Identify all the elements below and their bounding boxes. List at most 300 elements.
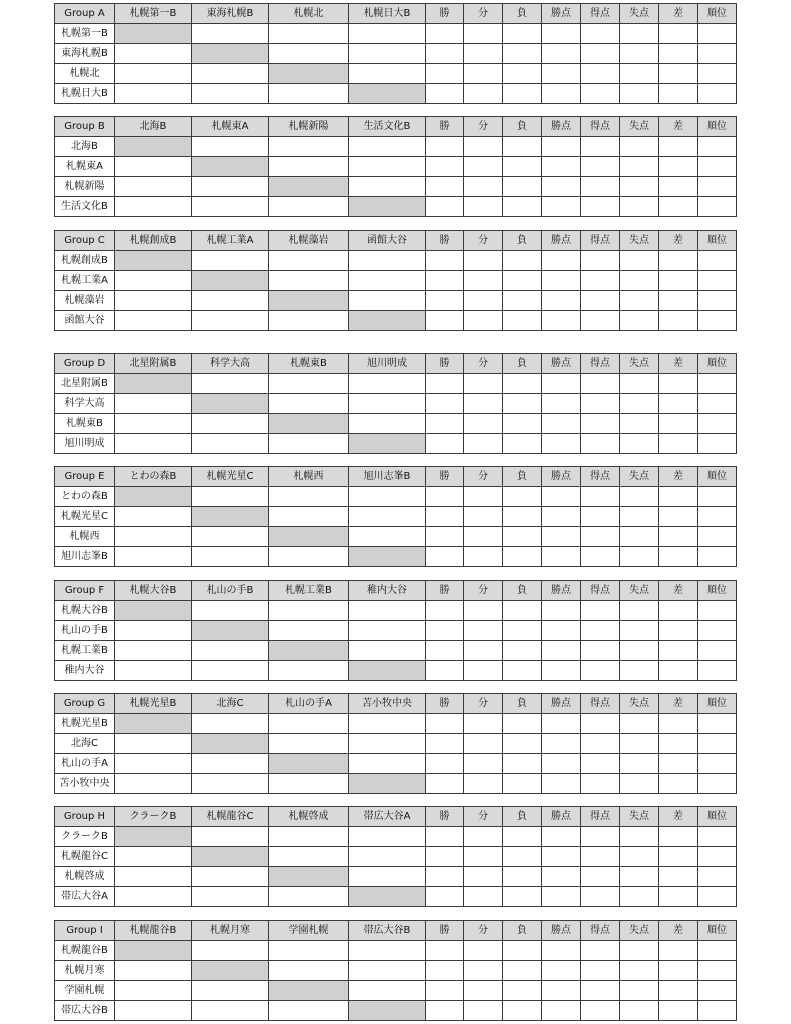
match-result-cell[interactable] [349, 251, 426, 271]
stat-cell[interactable] [503, 941, 542, 961]
stat-cell[interactable] [620, 434, 659, 454]
stat-cell[interactable] [503, 271, 542, 291]
stat-cell[interactable] [464, 197, 503, 217]
match-result-cell[interactable] [269, 661, 349, 681]
stat-cell[interactable] [464, 941, 503, 961]
stat-cell[interactable] [503, 414, 542, 434]
match-result-cell[interactable] [349, 734, 426, 754]
stat-cell[interactable] [426, 434, 464, 454]
match-result-cell[interactable] [115, 774, 192, 794]
stat-cell[interactable] [620, 487, 659, 507]
stat-cell[interactable] [698, 847, 737, 867]
stat-cell[interactable] [698, 601, 737, 621]
stat-cell[interactable] [659, 867, 698, 887]
match-result-cell[interactable] [269, 251, 349, 271]
stat-cell[interactable] [659, 1001, 698, 1021]
stat-cell[interactable] [659, 137, 698, 157]
stat-cell[interactable] [464, 507, 503, 527]
match-result-cell[interactable] [192, 641, 269, 661]
stat-cell[interactable] [503, 44, 542, 64]
stat-cell[interactable] [503, 311, 542, 331]
match-result-cell[interactable] [192, 434, 269, 454]
stat-cell[interactable] [542, 44, 581, 64]
stat-cell[interactable] [698, 621, 737, 641]
match-result-cell[interactable] [115, 547, 192, 567]
stat-cell[interactable] [698, 84, 737, 104]
stat-cell[interactable] [464, 64, 503, 84]
stat-cell[interactable] [426, 774, 464, 794]
match-result-cell[interactable] [192, 487, 269, 507]
stat-cell[interactable] [659, 661, 698, 681]
stat-cell[interactable] [659, 527, 698, 547]
match-result-cell[interactable] [192, 661, 269, 681]
stat-cell[interactable] [542, 374, 581, 394]
match-result-cell[interactable] [269, 84, 349, 104]
stat-cell[interactable] [620, 641, 659, 661]
stat-cell[interactable] [426, 547, 464, 567]
stat-cell[interactable] [503, 507, 542, 527]
match-result-cell[interactable] [192, 24, 269, 44]
stat-cell[interactable] [542, 1001, 581, 1021]
stat-cell[interactable] [503, 251, 542, 271]
stat-cell[interactable] [620, 24, 659, 44]
stat-cell[interactable] [542, 64, 581, 84]
match-result-cell[interactable] [115, 847, 192, 867]
stat-cell[interactable] [503, 157, 542, 177]
stat-cell[interactable] [659, 887, 698, 907]
match-result-cell[interactable] [115, 621, 192, 641]
stat-cell[interactable] [426, 414, 464, 434]
stat-cell[interactable] [698, 754, 737, 774]
stat-cell[interactable] [698, 44, 737, 64]
stat-cell[interactable] [464, 621, 503, 641]
stat-cell[interactable] [464, 44, 503, 64]
match-result-cell[interactable] [115, 641, 192, 661]
stat-cell[interactable] [620, 374, 659, 394]
stat-cell[interactable] [426, 661, 464, 681]
stat-cell[interactable] [698, 64, 737, 84]
match-result-cell[interactable] [269, 887, 349, 907]
stat-cell[interactable] [503, 641, 542, 661]
match-result-cell[interactable] [269, 311, 349, 331]
stat-cell[interactable] [426, 507, 464, 527]
match-result-cell[interactable] [192, 601, 269, 621]
stat-cell[interactable] [698, 774, 737, 794]
match-result-cell[interactable] [192, 414, 269, 434]
match-result-cell[interactable] [192, 867, 269, 887]
stat-cell[interactable] [542, 137, 581, 157]
stat-cell[interactable] [542, 197, 581, 217]
match-result-cell[interactable] [349, 527, 426, 547]
stat-cell[interactable] [426, 137, 464, 157]
stat-cell[interactable] [426, 44, 464, 64]
stat-cell[interactable] [581, 734, 620, 754]
stat-cell[interactable] [659, 271, 698, 291]
match-result-cell[interactable] [192, 1001, 269, 1021]
stat-cell[interactable] [659, 394, 698, 414]
stat-cell[interactable] [659, 251, 698, 271]
stat-cell[interactable] [542, 507, 581, 527]
stat-cell[interactable] [620, 197, 659, 217]
match-result-cell[interactable] [192, 64, 269, 84]
match-result-cell[interactable] [115, 661, 192, 681]
match-result-cell[interactable] [349, 754, 426, 774]
stat-cell[interactable] [426, 374, 464, 394]
stat-cell[interactable] [698, 714, 737, 734]
stat-cell[interactable] [503, 84, 542, 104]
stat-cell[interactable] [620, 414, 659, 434]
stat-cell[interactable] [659, 827, 698, 847]
stat-cell[interactable] [464, 981, 503, 1001]
stat-cell[interactable] [620, 64, 659, 84]
stat-cell[interactable] [503, 601, 542, 621]
match-result-cell[interactable] [115, 271, 192, 291]
stat-cell[interactable] [426, 734, 464, 754]
stat-cell[interactable] [542, 867, 581, 887]
stat-cell[interactable] [542, 487, 581, 507]
stat-cell[interactable] [503, 64, 542, 84]
stat-cell[interactable] [698, 827, 737, 847]
stat-cell[interactable] [620, 547, 659, 567]
stat-cell[interactable] [426, 157, 464, 177]
stat-cell[interactable] [620, 291, 659, 311]
stat-cell[interactable] [464, 434, 503, 454]
stat-cell[interactable] [620, 157, 659, 177]
stat-cell[interactable] [542, 601, 581, 621]
stat-cell[interactable] [503, 981, 542, 1001]
match-result-cell[interactable] [115, 507, 192, 527]
match-result-cell[interactable] [269, 734, 349, 754]
stat-cell[interactable] [503, 527, 542, 547]
stat-cell[interactable] [426, 714, 464, 734]
stat-cell[interactable] [659, 487, 698, 507]
stat-cell[interactable] [581, 84, 620, 104]
stat-cell[interactable] [659, 714, 698, 734]
match-result-cell[interactable] [192, 291, 269, 311]
stat-cell[interactable] [698, 251, 737, 271]
match-result-cell[interactable] [192, 827, 269, 847]
stat-cell[interactable] [620, 601, 659, 621]
match-result-cell[interactable] [349, 487, 426, 507]
stat-cell[interactable] [426, 527, 464, 547]
stat-cell[interactable] [542, 754, 581, 774]
stat-cell[interactable] [542, 251, 581, 271]
stat-cell[interactable] [426, 887, 464, 907]
match-result-cell[interactable] [269, 507, 349, 527]
stat-cell[interactable] [542, 311, 581, 331]
stat-cell[interactable] [503, 374, 542, 394]
stat-cell[interactable] [698, 394, 737, 414]
stat-cell[interactable] [659, 177, 698, 197]
match-result-cell[interactable] [115, 734, 192, 754]
stat-cell[interactable] [698, 867, 737, 887]
stat-cell[interactable] [581, 547, 620, 567]
stat-cell[interactable] [620, 867, 659, 887]
match-result-cell[interactable] [349, 507, 426, 527]
match-result-cell[interactable] [192, 527, 269, 547]
stat-cell[interactable] [503, 847, 542, 867]
stat-cell[interactable] [464, 487, 503, 507]
stat-cell[interactable] [659, 547, 698, 567]
match-result-cell[interactable] [192, 197, 269, 217]
stat-cell[interactable] [464, 547, 503, 567]
stat-cell[interactable] [542, 527, 581, 547]
stat-cell[interactable] [426, 291, 464, 311]
stat-cell[interactable] [581, 24, 620, 44]
match-result-cell[interactable] [115, 981, 192, 1001]
stat-cell[interactable] [503, 887, 542, 907]
stat-cell[interactable] [464, 311, 503, 331]
stat-cell[interactable] [503, 734, 542, 754]
stat-cell[interactable] [659, 84, 698, 104]
stat-cell[interactable] [426, 197, 464, 217]
stat-cell[interactable] [581, 64, 620, 84]
stat-cell[interactable] [620, 621, 659, 641]
stat-cell[interactable] [503, 661, 542, 681]
stat-cell[interactable] [581, 374, 620, 394]
stat-cell[interactable] [542, 714, 581, 734]
match-result-cell[interactable] [349, 847, 426, 867]
stat-cell[interactable] [620, 887, 659, 907]
stat-cell[interactable] [464, 394, 503, 414]
stat-cell[interactable] [464, 847, 503, 867]
stat-cell[interactable] [581, 981, 620, 1001]
stat-cell[interactable] [503, 394, 542, 414]
stat-cell[interactable] [659, 374, 698, 394]
match-result-cell[interactable] [269, 271, 349, 291]
stat-cell[interactable] [464, 641, 503, 661]
stat-cell[interactable] [659, 24, 698, 44]
stat-cell[interactable] [464, 177, 503, 197]
stat-cell[interactable] [426, 827, 464, 847]
stat-cell[interactable] [620, 84, 659, 104]
stat-cell[interactable] [698, 157, 737, 177]
stat-cell[interactable] [503, 1001, 542, 1021]
match-result-cell[interactable] [349, 64, 426, 84]
stat-cell[interactable] [503, 754, 542, 774]
match-result-cell[interactable] [115, 197, 192, 217]
stat-cell[interactable] [542, 271, 581, 291]
match-result-cell[interactable] [349, 714, 426, 734]
stat-cell[interactable] [464, 527, 503, 547]
stat-cell[interactable] [698, 641, 737, 661]
match-result-cell[interactable] [349, 137, 426, 157]
stat-cell[interactable] [620, 661, 659, 681]
stat-cell[interactable] [581, 641, 620, 661]
stat-cell[interactable] [464, 734, 503, 754]
stat-cell[interactable] [620, 981, 659, 1001]
stat-cell[interactable] [426, 641, 464, 661]
stat-cell[interactable] [620, 941, 659, 961]
stat-cell[interactable] [620, 827, 659, 847]
stat-cell[interactable] [426, 311, 464, 331]
match-result-cell[interactable] [269, 601, 349, 621]
stat-cell[interactable] [659, 44, 698, 64]
match-result-cell[interactable] [269, 774, 349, 794]
match-result-cell[interactable] [349, 24, 426, 44]
stat-cell[interactable] [464, 714, 503, 734]
stat-cell[interactable] [542, 661, 581, 681]
stat-cell[interactable] [542, 547, 581, 567]
match-result-cell[interactable] [349, 414, 426, 434]
stat-cell[interactable] [464, 887, 503, 907]
match-result-cell[interactable] [115, 44, 192, 64]
stat-cell[interactable] [426, 601, 464, 621]
match-result-cell[interactable] [349, 157, 426, 177]
stat-cell[interactable] [698, 137, 737, 157]
stat-cell[interactable] [698, 271, 737, 291]
stat-cell[interactable] [503, 24, 542, 44]
stat-cell[interactable] [620, 251, 659, 271]
stat-cell[interactable] [503, 487, 542, 507]
stat-cell[interactable] [698, 734, 737, 754]
stat-cell[interactable] [581, 271, 620, 291]
match-result-cell[interactable] [349, 291, 426, 311]
stat-cell[interactable] [659, 311, 698, 331]
match-result-cell[interactable] [192, 547, 269, 567]
stat-cell[interactable] [698, 961, 737, 981]
match-result-cell[interactable] [269, 137, 349, 157]
stat-cell[interactable] [581, 177, 620, 197]
match-result-cell[interactable] [349, 941, 426, 961]
stat-cell[interactable] [659, 601, 698, 621]
stat-cell[interactable] [542, 827, 581, 847]
match-result-cell[interactable] [115, 311, 192, 331]
match-result-cell[interactable] [349, 981, 426, 1001]
stat-cell[interactable] [542, 84, 581, 104]
match-result-cell[interactable] [192, 374, 269, 394]
stat-cell[interactable] [581, 601, 620, 621]
match-result-cell[interactable] [349, 601, 426, 621]
stat-cell[interactable] [426, 394, 464, 414]
match-result-cell[interactable] [269, 394, 349, 414]
match-result-cell[interactable] [269, 827, 349, 847]
stat-cell[interactable] [620, 271, 659, 291]
match-result-cell[interactable] [115, 961, 192, 981]
stat-cell[interactable] [659, 507, 698, 527]
stat-cell[interactable] [503, 291, 542, 311]
stat-cell[interactable] [620, 311, 659, 331]
stat-cell[interactable] [698, 434, 737, 454]
match-result-cell[interactable] [192, 177, 269, 197]
stat-cell[interactable] [581, 527, 620, 547]
stat-cell[interactable] [698, 661, 737, 681]
stat-cell[interactable] [620, 394, 659, 414]
stat-cell[interactable] [426, 981, 464, 1001]
stat-cell[interactable] [426, 1001, 464, 1021]
stat-cell[interactable] [426, 84, 464, 104]
match-result-cell[interactable] [349, 621, 426, 641]
stat-cell[interactable] [659, 64, 698, 84]
stat-cell[interactable] [698, 887, 737, 907]
stat-cell[interactable] [620, 734, 659, 754]
match-result-cell[interactable] [269, 487, 349, 507]
stat-cell[interactable] [503, 961, 542, 981]
match-result-cell[interactable] [115, 157, 192, 177]
stat-cell[interactable] [659, 291, 698, 311]
stat-cell[interactable] [426, 941, 464, 961]
match-result-cell[interactable] [349, 867, 426, 887]
stat-cell[interactable] [464, 774, 503, 794]
stat-cell[interactable] [659, 434, 698, 454]
match-result-cell[interactable] [349, 374, 426, 394]
stat-cell[interactable] [698, 507, 737, 527]
stat-cell[interactable] [581, 311, 620, 331]
match-result-cell[interactable] [269, 714, 349, 734]
stat-cell[interactable] [659, 847, 698, 867]
stat-cell[interactable] [698, 177, 737, 197]
stat-cell[interactable] [581, 867, 620, 887]
stat-cell[interactable] [659, 981, 698, 1001]
stat-cell[interactable] [542, 434, 581, 454]
stat-cell[interactable] [581, 44, 620, 64]
stat-cell[interactable] [503, 177, 542, 197]
stat-cell[interactable] [659, 641, 698, 661]
stat-cell[interactable] [542, 887, 581, 907]
stat-cell[interactable] [698, 981, 737, 1001]
stat-cell[interactable] [464, 961, 503, 981]
match-result-cell[interactable] [269, 547, 349, 567]
stat-cell[interactable] [581, 197, 620, 217]
stat-cell[interactable] [659, 734, 698, 754]
match-result-cell[interactable] [115, 1001, 192, 1021]
stat-cell[interactable] [581, 291, 620, 311]
stat-cell[interactable] [620, 754, 659, 774]
match-result-cell[interactable] [115, 394, 192, 414]
stat-cell[interactable] [659, 961, 698, 981]
match-result-cell[interactable] [115, 177, 192, 197]
stat-cell[interactable] [581, 827, 620, 847]
stat-cell[interactable] [581, 414, 620, 434]
stat-cell[interactable] [698, 291, 737, 311]
stat-cell[interactable] [581, 621, 620, 641]
stat-cell[interactable] [581, 251, 620, 271]
stat-cell[interactable] [503, 197, 542, 217]
stat-cell[interactable] [464, 137, 503, 157]
stat-cell[interactable] [698, 527, 737, 547]
stat-cell[interactable] [503, 137, 542, 157]
stat-cell[interactable] [503, 867, 542, 887]
match-result-cell[interactable] [349, 394, 426, 414]
stat-cell[interactable] [698, 941, 737, 961]
stat-cell[interactable] [698, 374, 737, 394]
stat-cell[interactable] [620, 137, 659, 157]
match-result-cell[interactable] [349, 827, 426, 847]
stat-cell[interactable] [581, 434, 620, 454]
stat-cell[interactable] [620, 507, 659, 527]
stat-cell[interactable] [698, 1001, 737, 1021]
match-result-cell[interactable] [349, 271, 426, 291]
stat-cell[interactable] [464, 291, 503, 311]
stat-cell[interactable] [659, 621, 698, 641]
stat-cell[interactable] [426, 867, 464, 887]
stat-cell[interactable] [581, 1001, 620, 1021]
stat-cell[interactable] [426, 754, 464, 774]
match-result-cell[interactable] [269, 197, 349, 217]
stat-cell[interactable] [581, 714, 620, 734]
stat-cell[interactable] [503, 434, 542, 454]
stat-cell[interactable] [620, 961, 659, 981]
match-result-cell[interactable] [269, 1001, 349, 1021]
match-result-cell[interactable] [192, 981, 269, 1001]
stat-cell[interactable] [464, 157, 503, 177]
stat-cell[interactable] [426, 961, 464, 981]
stat-cell[interactable] [542, 291, 581, 311]
stat-cell[interactable] [464, 414, 503, 434]
stat-cell[interactable] [426, 271, 464, 291]
stat-cell[interactable] [542, 981, 581, 1001]
stat-cell[interactable] [659, 754, 698, 774]
